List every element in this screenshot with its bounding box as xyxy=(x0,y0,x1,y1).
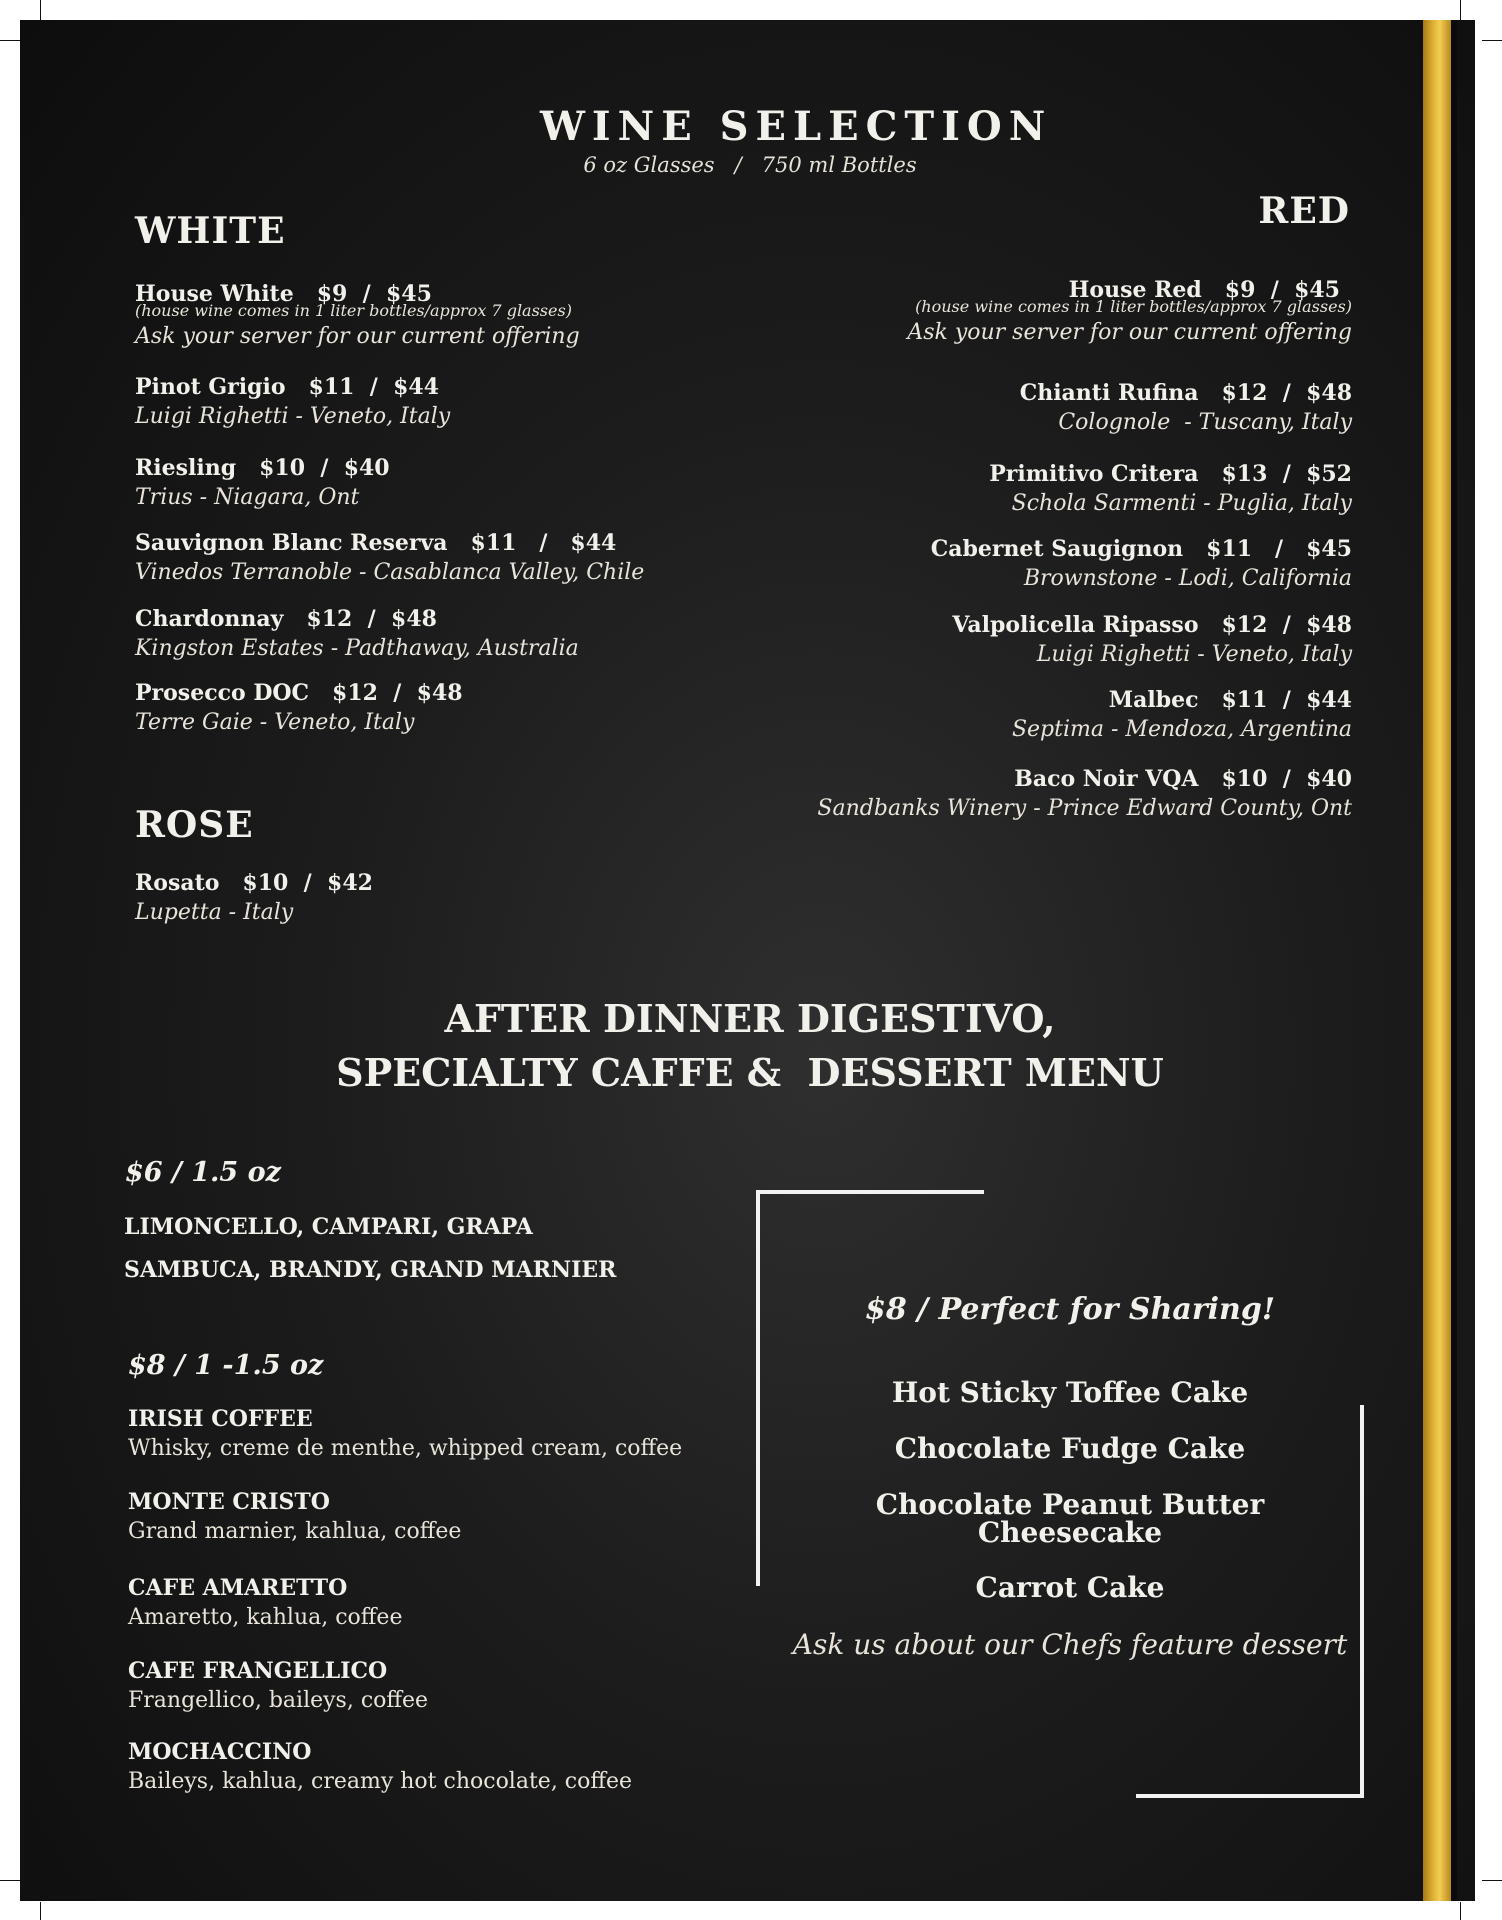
wine-item-name: Sauvignon Blanc Reserva $11 / $44 xyxy=(135,530,617,556)
coffee-item-desc: Baileys, kahlua, creamy hot chocolate, coffee xyxy=(128,1769,633,1794)
wine-item-desc: Schola Sarmenti - Puglia, Italy xyxy=(1011,491,1352,516)
coffee-item-name: IRISH COFFEE xyxy=(128,1406,313,1432)
wine-item-name: Valpolicella Ripasso $12 / $48 xyxy=(952,612,1352,638)
after-dinner-title-line2: SPECIALTY CAFFE & DESSERT MENU xyxy=(336,1050,1164,1095)
crop-mark xyxy=(1482,1880,1502,1881)
wine-item-name: Cabernet Saugignon $11 / $45 xyxy=(930,536,1352,562)
coffee-item-desc: Whisky, creme de menthe, whipped cream, coffee xyxy=(128,1436,683,1461)
section-heading-red: RED xyxy=(1258,190,1350,232)
crop-mark xyxy=(0,40,20,41)
crop-mark xyxy=(1460,1902,1461,1920)
digestivo-list-line1: LIMONCELLO, CAMPARI, GRAPA xyxy=(124,1214,533,1240)
digestivo-price: $6 / 1.5 oz xyxy=(125,1157,281,1188)
house-white-desc: Ask your server for our current offering xyxy=(135,324,580,349)
wine-item-desc: Colognole - Tuscany, Italy xyxy=(1058,410,1352,435)
crop-mark xyxy=(40,0,41,20)
dessert-item: Cheesecake xyxy=(977,1516,1163,1549)
coffee-item-name: CAFE FRANGELLICO xyxy=(128,1658,388,1684)
wine-item-name: Malbec $11 / $44 xyxy=(1108,687,1352,713)
wine-item-desc: Brownstone - Lodi, California xyxy=(1023,566,1352,591)
wine-item-desc: Luigi Righetti - Veneto, Italy xyxy=(135,404,451,429)
house-red-name: House Red $9 / $45 xyxy=(1068,277,1340,303)
crop-mark xyxy=(40,1902,41,1920)
section-heading-rose: ROSE xyxy=(135,804,254,846)
crop-mark xyxy=(1460,0,1461,20)
gold-border-stripe xyxy=(1423,20,1451,1901)
coffee-item-name: MONTE CRISTO xyxy=(128,1489,330,1515)
coffee-item-name: CAFE AMARETTO xyxy=(128,1575,348,1601)
wine-item-desc: Terre Gaie - Veneto, Italy xyxy=(135,710,415,735)
wine-item-desc: Luigi Righetti - Veneto, Italy xyxy=(1036,642,1352,667)
wine-item-desc: Sandbanks Winery - Prince Edward County, Ont xyxy=(817,796,1352,821)
house-red-desc: Ask your server for our current offering xyxy=(907,320,1352,345)
coffee-price: $8 / 1 -1.5 oz xyxy=(128,1350,324,1381)
coffee-item-desc: Amaretto, kahlua, coffee xyxy=(128,1605,403,1630)
coffee-item-desc: Grand marnier, kahlua, coffee xyxy=(128,1519,462,1544)
wine-item-name: Rosato $10 / $42 xyxy=(135,870,373,896)
wine-item-name: Chardonnay $12 / $48 xyxy=(135,606,437,632)
wine-item-name: Baco Noir VQA $10 / $40 xyxy=(1014,766,1352,792)
wine-item-desc: Vinedos Terranoble - Casablanca Valley, Chile xyxy=(135,560,645,585)
crop-mark xyxy=(0,1880,20,1881)
dessert-item: Carrot Cake xyxy=(975,1571,1165,1604)
wine-item-desc: Trius - Niagara, Ont xyxy=(135,485,360,510)
dessert-item: Chocolate Fudge Cake xyxy=(894,1432,1246,1465)
dessert-item: Chocolate Peanut Butter xyxy=(875,1488,1265,1521)
coffee-item-desc: Frangellico, baileys, coffee xyxy=(128,1688,429,1713)
frame-line-left xyxy=(756,1190,760,1586)
house-white-note: (house wine comes in 1 liter bottles/approx 7 glasses) xyxy=(135,301,572,320)
wine-item-desc: Lupetta - Italy xyxy=(135,900,294,925)
wine-item-desc: Septima - Mendoza, Argentina xyxy=(1011,717,1352,742)
section-heading-white: WHITE xyxy=(135,210,286,252)
house-red-note: (house wine comes in 1 liter bottles/approx 7 glasses) xyxy=(915,297,1352,316)
frame-line-top xyxy=(756,1190,984,1194)
wine-item-name: Riesling $10 / $40 xyxy=(135,455,390,481)
wine-item-name: Primitivo Critera $13 / $52 xyxy=(989,461,1352,487)
digestivo-list-line2: SAMBUCA, BRANDY, GRAND MARNIER xyxy=(124,1257,617,1283)
coffee-item-name: MOCHACCINO xyxy=(128,1739,312,1765)
page-subtitle: 6 oz Glasses / 750 ml Bottles xyxy=(583,153,917,177)
house-white-name: House White $9 / $45 xyxy=(135,281,432,307)
frame-line-bottom xyxy=(1136,1794,1364,1798)
page-title: WINE SELECTION xyxy=(540,103,1053,150)
page-edge xyxy=(1451,20,1457,1901)
dessert-footer: Ask us about our Chefs feature dessert xyxy=(792,1628,1348,1661)
wine-item-name: Pinot Grigio $11 / $44 xyxy=(135,374,440,400)
wine-item-desc: Kingston Estates - Padthaway, Australia xyxy=(135,636,579,661)
after-dinner-title-line1: AFTER DINNER DIGESTIVO, xyxy=(444,996,1056,1041)
wine-item-name: Chianti Rufina $12 / $48 xyxy=(1019,380,1352,406)
crop-mark xyxy=(1482,40,1502,41)
dessert-price: $8 / Perfect for Sharing! xyxy=(864,1292,1276,1327)
dessert-item: Hot Sticky Toffee Cake xyxy=(891,1376,1249,1409)
wine-item-name: Prosecco DOC $12 / $48 xyxy=(135,680,463,706)
